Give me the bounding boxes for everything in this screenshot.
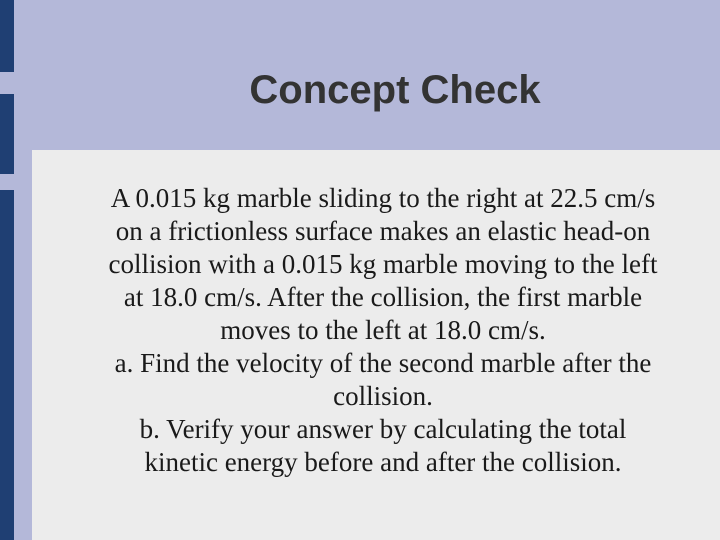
slide-body [0, 182, 720, 479]
body-line: a. Find the velocity of the second marble after the [114, 348, 652, 378]
body-line: collision. [333, 381, 433, 411]
accent-bar-top [0, 0, 14, 72]
body-line: moves to the left at 18.0 cm/s. [220, 315, 546, 345]
body-line: A 0.015 kg marble sliding to the right at 22.5 cm/s [110, 183, 656, 213]
accent-bar-middle [0, 94, 14, 174]
body-line: kinetic energy before and after the collision. [144, 447, 622, 477]
body-line: on a frictionless surface makes an elastic head-on [115, 216, 651, 246]
body-line: b. Verify your answer by calculating the total [139, 414, 627, 444]
body-line: at 18.0 cm/s. After the collision, the first marble [123, 282, 643, 312]
body-line: collision with a 0.015 kg marble moving to the left [108, 249, 658, 279]
slide-title: Concept Check [249, 68, 541, 112]
